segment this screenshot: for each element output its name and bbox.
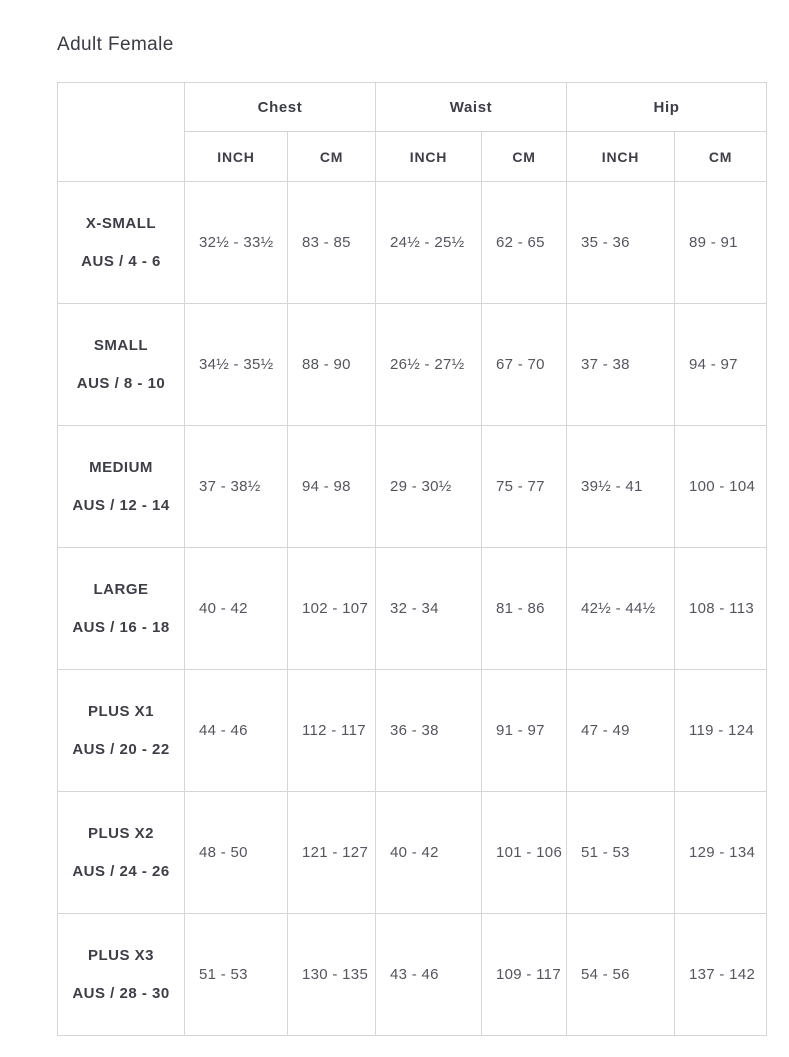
chest-inch-cell: 34½ - 35½ (185, 304, 288, 426)
table-row (58, 670, 767, 792)
hip-cm-cell: 137 - 142 (675, 914, 767, 1036)
aus-size: AUS / 24 - 26 (72, 863, 170, 880)
size-name: PLUS X2 (87, 825, 155, 842)
hip-inch-cell: 39½ - 41 (567, 426, 675, 548)
hip-group-header: Hip (567, 83, 767, 132)
table-row (58, 914, 767, 1036)
hip-cm-cell: 94 - 97 (675, 304, 767, 426)
size-name: MEDIUM (89, 459, 153, 476)
size-name: SMALL (93, 337, 149, 354)
waist-inch-cell: 29 - 30½ (376, 426, 482, 548)
waist-inch-cell: 40 - 42 (376, 792, 482, 914)
waist-cm-cell: 62 - 65 (482, 182, 567, 304)
aus-size: AUS / 12 - 14 (72, 497, 170, 514)
size-label-cell (58, 426, 185, 548)
aus-size: AUS / 28 - 30 (72, 985, 170, 1002)
table-row (58, 548, 767, 670)
table-row (58, 182, 767, 304)
aus-size: AUS / 16 - 18 (72, 619, 170, 636)
hip-cm-cell: 119 - 124 (675, 670, 767, 792)
size-label-cell (58, 548, 185, 670)
hip-inch-cell: 42½ - 44½ (567, 548, 675, 670)
waist-inch-cell: 24½ - 25½ (376, 182, 482, 304)
aus-size: AUS / 4 - 6 (81, 253, 161, 270)
chest-cm-cell: 94 - 98 (288, 426, 376, 548)
chest-cm-cell: 112 - 117 (288, 670, 376, 792)
waist-cm-cell: 109 - 117 (482, 914, 567, 1036)
chest-inch-cell: 32½ - 33½ (185, 182, 288, 304)
chest-cm-cell: 83 - 85 (288, 182, 376, 304)
size-name: X-SMALL (85, 215, 157, 232)
size-label-cell (58, 914, 185, 1036)
waist-inch-cell: 43 - 46 (376, 914, 482, 1036)
size-name: PLUS X1 (87, 703, 155, 720)
size-name: LARGE (93, 581, 149, 598)
hip-cm-cell: 100 - 104 (675, 426, 767, 548)
hip-cm-cell: 89 - 91 (675, 182, 767, 304)
chest-inch-cell: 40 - 42 (185, 548, 288, 670)
waist-cm-cell: 67 - 70 (482, 304, 567, 426)
size-label-cell (58, 304, 185, 426)
hip-inch-cell: 54 - 56 (567, 914, 675, 1036)
chest-group-header: Chest (185, 83, 376, 132)
chest-cm-cell: 102 - 107 (288, 548, 376, 670)
waist-inch-cell: 32 - 34 (376, 548, 482, 670)
chest-inch-cell: 44 - 46 (185, 670, 288, 792)
aus-size: AUS / 20 - 22 (72, 741, 170, 758)
hip-inch-header: INCH (567, 132, 675, 182)
waist-cm-header: CM (482, 132, 567, 182)
chest-cm-cell: 88 - 90 (288, 304, 376, 426)
hip-inch-cell: 51 - 53 (567, 792, 675, 914)
waist-cm-cell: 91 - 97 (482, 670, 567, 792)
chest-cm-cell: 121 - 127 (288, 792, 376, 914)
hip-cm-cell: 129 - 134 (675, 792, 767, 914)
waist-cm-cell: 81 - 86 (482, 548, 567, 670)
size-chart-table (57, 82, 767, 1036)
aus-size: AUS / 8 - 10 (76, 375, 166, 392)
chest-inch-header: INCH (185, 132, 288, 182)
table-row (58, 426, 767, 548)
waist-inch-header: INCH (376, 132, 482, 182)
hip-inch-cell: 35 - 36 (567, 182, 675, 304)
page-title: Adult Female (57, 34, 174, 55)
size-table-body (58, 182, 767, 1036)
waist-inch-cell: 36 - 38 (376, 670, 482, 792)
empty-corner-cell (58, 83, 185, 182)
hip-cm-header: CM (675, 132, 767, 182)
chest-inch-cell: 51 - 53 (185, 914, 288, 1036)
chest-cm-cell: 130 - 135 (288, 914, 376, 1036)
hip-cm-cell: 108 - 113 (675, 548, 767, 670)
waist-inch-cell: 26½ - 27½ (376, 304, 482, 426)
size-label-cell (58, 182, 185, 304)
waist-cm-cell: 75 - 77 (482, 426, 567, 548)
size-label-cell (58, 792, 185, 914)
measure-group-header-row (58, 83, 767, 132)
table-row (58, 304, 767, 426)
hip-inch-cell: 47 - 49 (567, 670, 675, 792)
size-name: PLUS X3 (87, 947, 155, 964)
size-label-cell (58, 670, 185, 792)
waist-group-header: Waist (376, 83, 567, 132)
hip-inch-cell: 37 - 38 (567, 304, 675, 426)
chest-cm-header: CM (288, 132, 376, 182)
chest-inch-cell: 48 - 50 (185, 792, 288, 914)
waist-cm-cell: 101 - 106 (482, 792, 567, 914)
table-row (58, 792, 767, 914)
chest-inch-cell: 37 - 38½ (185, 426, 288, 548)
